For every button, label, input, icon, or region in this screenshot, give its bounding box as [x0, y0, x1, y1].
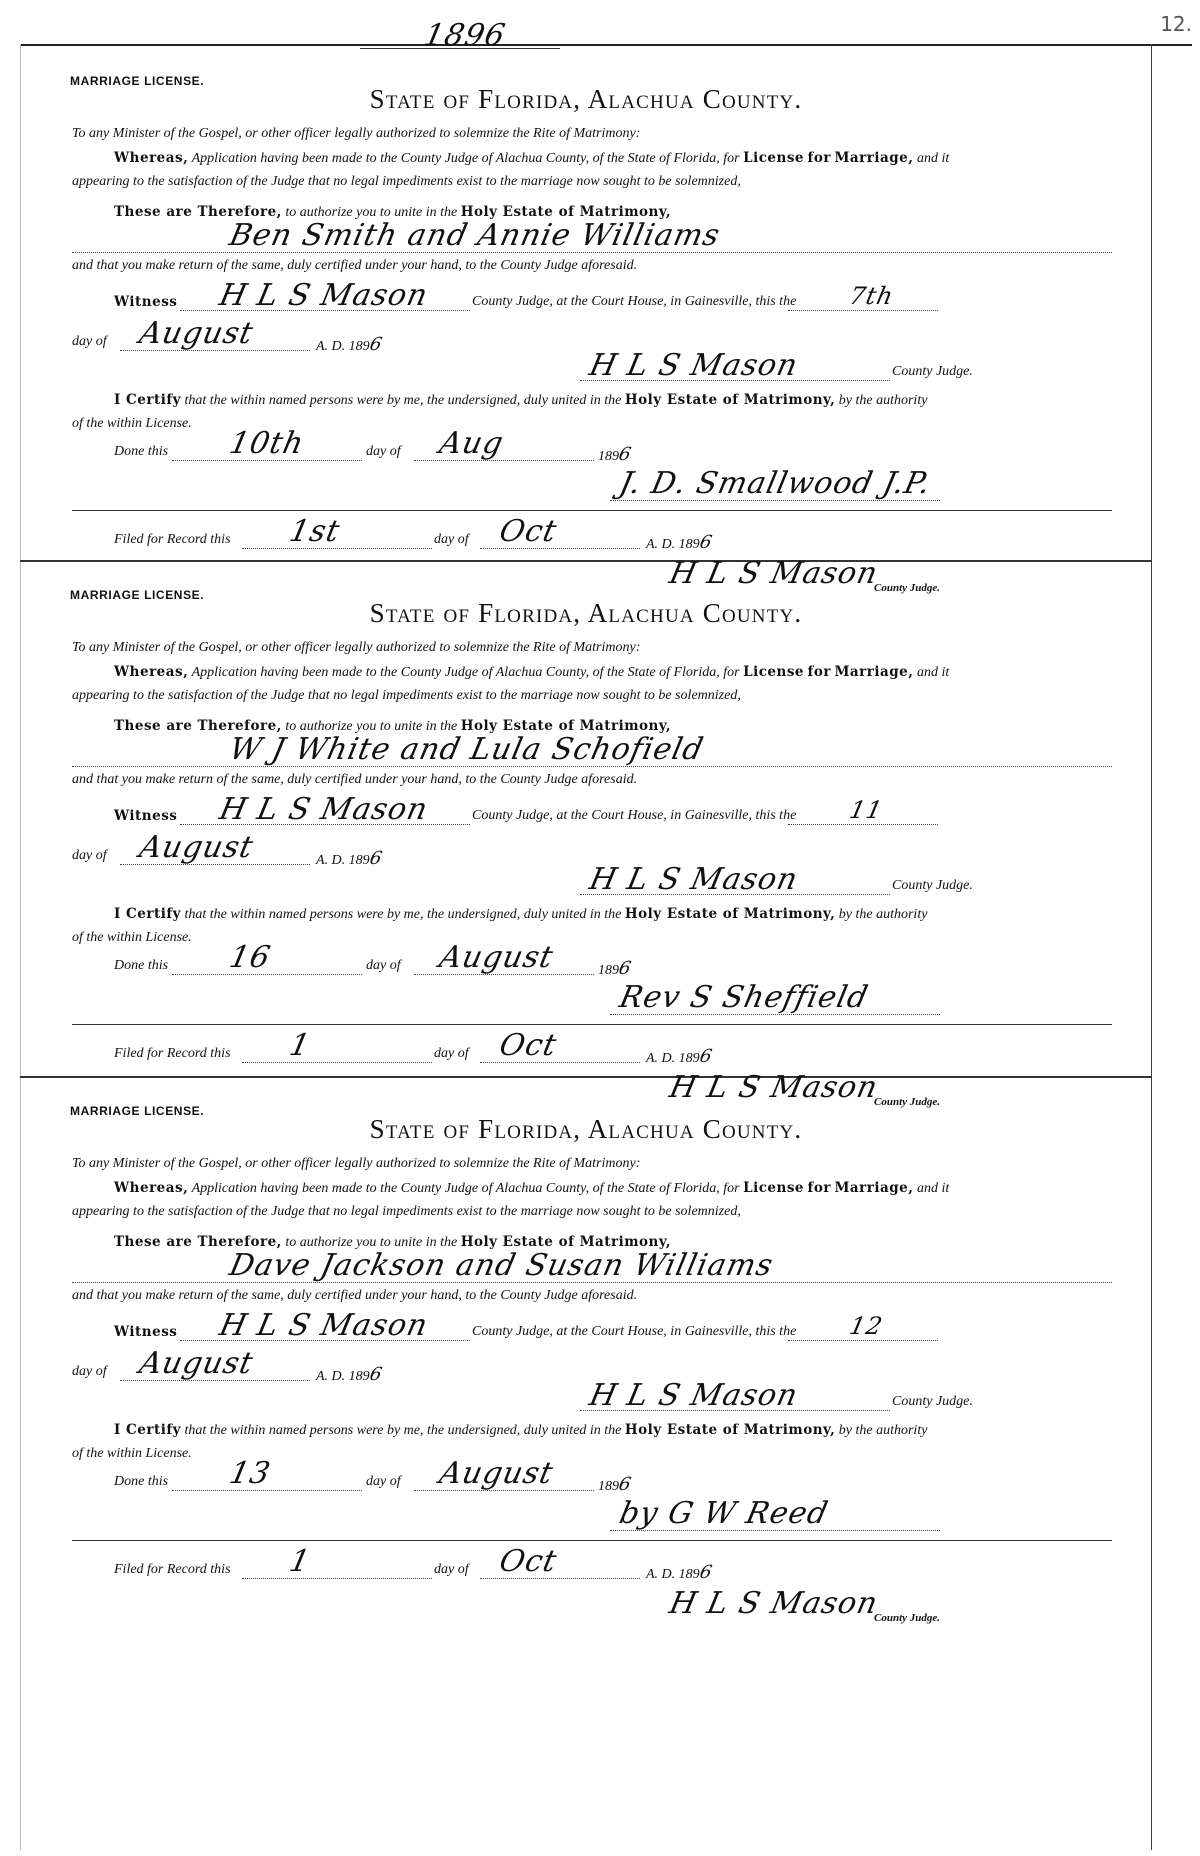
filed-ad-text: A. D. 189 — [646, 1567, 700, 1582]
issue-year-digit: 6 — [367, 1364, 385, 1385]
certify-section-rule — [72, 1540, 1112, 1541]
for-word: for — [807, 1180, 831, 1196]
marriage-license-3 — [20, 1076, 1152, 1856]
filed-day-of-label: day of — [434, 1046, 469, 1061]
whereas-text: Application having been made to the County Judge of Alachua County, of the State of Florida, for — [191, 1181, 740, 1196]
county-judge-bold-label: County Judge. — [874, 1612, 941, 1624]
filed-month: Oct — [496, 1028, 561, 1063]
authorize-text: to authorize you to unite in the — [285, 719, 458, 734]
issue-year-digit: 6 — [367, 848, 385, 869]
filed-day: 1 — [286, 1544, 314, 1579]
done-day-of-label: day of — [366, 1474, 401, 1489]
filed-month-rule — [480, 548, 640, 549]
judge-sig-rule — [580, 1410, 890, 1411]
marriage-license-1 — [20, 46, 1152, 594]
holy-estate-text-2: Holy Estate of Matrimony, — [624, 1422, 836, 1438]
within-license-text: of the within License. — [72, 1446, 192, 1461]
judge-court-text: County Judge, at the Court House, in Gainesville, this the — [472, 808, 797, 823]
witness-judge-signature: H L S Mason — [216, 792, 432, 827]
whereas-line — [114, 150, 949, 167]
ad-text: A. D. 189 — [316, 1369, 370, 1384]
make-return-text: and that you make return of the same, duly certified under your hand, to the County Judge aforesaid. — [72, 1288, 638, 1303]
couple-names: W J White and Lula Schofield — [226, 732, 707, 767]
filed-judge-signature: H L S Mason — [666, 1070, 882, 1105]
certify-word: I Certify — [114, 392, 181, 408]
filed-judge-signature: H L S Mason — [666, 1586, 882, 1621]
marriage-word: Marriage, — [834, 150, 914, 166]
issue-month: August — [136, 316, 257, 351]
and-it-text: and it — [916, 1181, 950, 1196]
filed-day-of-label: day of — [434, 1562, 469, 1577]
couple-names: Ben Smith and Annie Williams — [226, 218, 724, 253]
holy-estate-text-2: Holy Estate of Matrimony, — [624, 392, 836, 408]
whereas-text: Application having been made to the County Judge of Alachua County, of the State of Florida, for — [191, 665, 740, 680]
authorize-text: to authorize you to unite in the — [285, 205, 458, 220]
done-month-rule — [414, 1490, 594, 1491]
license-title: State of Florida, Alachua County. — [369, 84, 803, 114]
done-day: 13 — [226, 1456, 274, 1491]
issue-day-rule — [788, 310, 938, 311]
whereas-word: Whereas, — [114, 1180, 189, 1196]
certify-word: I Certify — [114, 1422, 181, 1438]
license-label: MARRIAGE LICENSE. — [70, 74, 205, 88]
issue-day-rule — [788, 1340, 938, 1341]
done-month: August — [436, 940, 557, 975]
within-license-text: of the within License. — [72, 416, 192, 431]
for-word: for — [807, 150, 831, 166]
ad-label — [316, 334, 385, 355]
filed-label: Filed for Record this — [114, 1046, 231, 1061]
done-year — [598, 958, 634, 979]
filed-judge-signature: H L S Mason — [666, 556, 882, 591]
filed-day: 1st — [286, 514, 344, 549]
holy-estate-text: Holy Estate of Matrimony, — [460, 718, 672, 734]
officiant-rule — [610, 500, 940, 501]
witness-rule — [180, 1340, 470, 1341]
these-are-word: These are Therefore, — [114, 1234, 282, 1250]
officiant-signature: J. D. Smallwood J.P. — [616, 466, 935, 501]
done-day-rule — [172, 460, 362, 461]
issue-month-rule — [120, 864, 310, 865]
done-year-prefix: 189 — [598, 963, 619, 978]
filed-year-digit: 6 — [697, 1046, 715, 1067]
and-it-text: and it — [916, 151, 950, 166]
filed-month: Oct — [496, 514, 561, 549]
certify-text: that the within named persons were by me, the undersigned, duly united in the — [184, 393, 622, 408]
certify-text: that the within named persons were by me, the undersigned, duly united in the — [184, 907, 622, 922]
officiant-signature: by G W Reed — [616, 1496, 832, 1531]
holy-estate-text: Holy Estate of Matrimony, — [460, 204, 672, 220]
make-return-text: and that you make return of the same, duly certified under your hand, to the County Judge aforesaid. — [72, 772, 638, 787]
ad-text: A. D. 189 — [316, 339, 370, 354]
names-rule — [72, 252, 1112, 253]
holy-estate-text: Holy Estate of Matrimony, — [460, 1234, 672, 1250]
witness-rule — [180, 824, 470, 825]
whereas-line — [114, 1180, 949, 1197]
certify-section-rule — [72, 510, 1112, 511]
done-month: Aug — [436, 426, 507, 461]
done-year-digit: 6 — [616, 1474, 634, 1495]
day-of-label: day of — [72, 334, 107, 349]
appearing-text: appearing to the satisfaction of the Judge that no legal impediments exist to the marriage now sought to be solemnized, — [72, 174, 741, 189]
license-word: License — [743, 664, 805, 680]
issue-day: 12 — [847, 1312, 886, 1340]
officiant-rule — [610, 1530, 940, 1531]
these-are-word: These are Therefore, — [114, 204, 282, 220]
filed-day: 1 — [286, 1028, 314, 1063]
marriage-word: Marriage, — [834, 664, 914, 680]
issue-month: August — [136, 830, 257, 865]
filed-label: Filed for Record this — [114, 1562, 231, 1577]
day-of-label: day of — [72, 848, 107, 863]
witness-judge-signature: H L S Mason — [216, 278, 432, 313]
filed-day-rule — [242, 1062, 432, 1063]
judge-sig-rule — [580, 380, 890, 381]
filed-ad-text: A. D. 189 — [646, 1051, 700, 1066]
done-day-of-label: day of — [366, 444, 401, 459]
day-of-label: day of — [72, 1364, 107, 1379]
done-day: 10th — [226, 426, 308, 461]
filed-month-rule — [480, 1578, 640, 1579]
certify-word: I Certify — [114, 906, 181, 922]
page-year: 1896 — [421, 18, 509, 53]
done-year-prefix: 189 — [598, 449, 619, 464]
county-judge-signature: H L S Mason — [586, 862, 802, 897]
ad-label — [316, 1364, 385, 1385]
filed-year — [646, 1562, 715, 1583]
done-this-label: Done this — [114, 1474, 169, 1489]
done-month-rule — [414, 460, 594, 461]
done-this-label: Done this — [114, 958, 169, 973]
filed-day-rule — [242, 548, 432, 549]
page-number: 12. — [1160, 12, 1192, 36]
names-rule — [72, 1282, 1112, 1283]
county-judge-signature: H L S Mason — [586, 1378, 802, 1413]
within-license-text: of the within License. — [72, 930, 192, 945]
filed-day-of-label: day of — [434, 532, 469, 547]
issue-month: August — [136, 1346, 257, 1381]
certify-line — [114, 1422, 927, 1439]
holy-estate-text-2: Holy Estate of Matrimony, — [624, 906, 836, 922]
authorize-text: to authorize you to unite in the — [285, 1235, 458, 1250]
license-label: MARRIAGE LICENSE. — [70, 588, 205, 602]
certify-line — [114, 392, 927, 409]
filed-year — [646, 532, 715, 553]
and-it-text: and it — [916, 665, 950, 680]
appearing-text: appearing to the satisfaction of the Judge that no legal impediments exist to the marriage now sought to be solemnized, — [72, 688, 741, 703]
ad-text: A. D. 189 — [316, 853, 370, 868]
filed-month: Oct — [496, 1544, 561, 1579]
for-word: for — [807, 664, 831, 680]
officiant-signature: Rev S Sheffield — [616, 980, 872, 1015]
done-day-rule — [172, 974, 362, 975]
certify-section-rule — [72, 1024, 1112, 1025]
by-authority-text: by the authority — [838, 907, 928, 922]
county-judge-bold-label: County Judge. — [874, 582, 941, 594]
to-minister-text: To any Minister of the Gospel, or other officer legally authorized to solemnize the Rite of Matrimony: — [72, 1156, 641, 1171]
issue-year-digit: 6 — [367, 334, 385, 355]
these-are-word: These are Therefore, — [114, 718, 282, 734]
filed-month-rule — [480, 1062, 640, 1063]
by-authority-text: by the authority — [838, 393, 928, 408]
issue-month-rule — [120, 350, 310, 351]
done-month-rule — [414, 974, 594, 975]
done-day-rule — [172, 1490, 362, 1491]
marriage-license-2 — [20, 560, 1152, 1108]
issue-month-rule — [120, 1380, 310, 1381]
judge-court-text: County Judge, at the Court House, in Gainesville, this the — [472, 294, 797, 309]
license-title: State of Florida, Alachua County. — [369, 598, 803, 628]
marriage-word: Marriage, — [834, 1180, 914, 1196]
filed-year — [646, 1046, 715, 1067]
certify-line — [114, 906, 927, 923]
done-year — [598, 444, 634, 465]
county-judge-signature: H L S Mason — [586, 348, 802, 383]
done-year-digit: 6 — [616, 958, 634, 979]
ad-label — [316, 848, 385, 869]
officiant-rule — [610, 1014, 940, 1015]
issue-day-rule — [788, 824, 938, 825]
witness-word: Witness — [114, 1324, 178, 1340]
license-word: License — [743, 150, 805, 166]
license-word: License — [743, 1180, 805, 1196]
to-minister-text: To any Minister of the Gospel, or other officer legally authorized to solemnize the Rite of Matrimony: — [72, 640, 641, 655]
issue-day: 7th — [847, 282, 897, 310]
done-month: August — [436, 1456, 557, 1491]
filed-label: Filed for Record this — [114, 532, 231, 547]
witness-word: Witness — [114, 294, 178, 310]
by-authority-text: by the authority — [838, 1423, 928, 1438]
whereas-word: Whereas, — [114, 664, 189, 680]
witness-rule — [180, 310, 470, 311]
names-rule — [72, 766, 1112, 767]
witness-word: Witness — [114, 808, 178, 824]
certify-text: that the within named persons were by me, the undersigned, duly united in the — [184, 1423, 622, 1438]
done-day-of-label: day of — [366, 958, 401, 973]
done-year — [598, 1474, 634, 1495]
county-judge-label: County Judge. — [892, 364, 973, 379]
done-day: 16 — [226, 940, 274, 975]
issue-day: 11 — [847, 796, 886, 824]
done-year-prefix: 189 — [598, 1479, 619, 1494]
filed-day-rule — [242, 1578, 432, 1579]
county-judge-label: County Judge. — [892, 1394, 973, 1409]
make-return-text: and that you make return of the same, duly certified under your hand, to the County Judge aforesaid. — [72, 258, 638, 273]
couple-names: Dave Jackson and Susan Williams — [226, 1248, 777, 1283]
filed-year-digit: 6 — [697, 532, 715, 553]
county-judge-label: County Judge. — [892, 878, 973, 893]
to-minister-text: To any Minister of the Gospel, or other officer legally authorized to solemnize the Rite of Matrimony: — [72, 126, 641, 141]
license-label: MARRIAGE LICENSE. — [70, 1104, 205, 1118]
judge-court-text: County Judge, at the Court House, in Gainesville, this the — [472, 1324, 797, 1339]
done-year-digit: 6 — [616, 444, 634, 465]
filed-ad-text: A. D. 189 — [646, 537, 700, 552]
done-this-label: Done this — [114, 444, 169, 459]
whereas-line — [114, 664, 949, 681]
license-title: State of Florida, Alachua County. — [369, 1114, 803, 1144]
appearing-text: appearing to the satisfaction of the Judge that no legal impediments exist to the marriage now sought to be solemnized, — [72, 1204, 741, 1219]
filed-year-digit: 6 — [697, 1562, 715, 1583]
witness-judge-signature: H L S Mason — [216, 1308, 432, 1343]
whereas-text: Application having been made to the County Judge of Alachua County, of the State of Florida, for — [191, 151, 740, 166]
county-judge-bold-label: County Judge. — [874, 1096, 941, 1108]
whereas-word: Whereas, — [114, 150, 189, 166]
judge-sig-rule — [580, 894, 890, 895]
